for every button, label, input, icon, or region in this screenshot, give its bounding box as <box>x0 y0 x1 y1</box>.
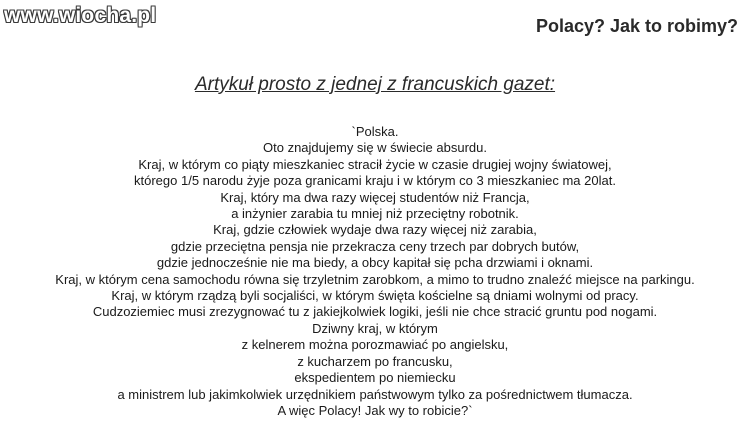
article-body <box>0 124 750 419</box>
article-line: z kucharzem po francusku, <box>297 353 453 369</box>
header-title: Polacy? Jak to robimy? <box>535 16 738 36</box>
article-line: a inżynier zarabia tu mniej niż przeciętny robotnik. <box>231 206 519 222</box>
article-line: Oto znajdujemy się w świecie absurdu. <box>263 140 487 156</box>
article-line: z kelnerem można porozmawiać po angielsku, <box>241 337 509 353</box>
article-line: którego 1/5 narodu żyje poza granicami kraju i w którym co 3 mieszkaniec ma 20lat. <box>134 173 616 189</box>
article-line: A więc Polacy! Jak wy to robicie?` <box>277 402 473 418</box>
watermark-logo: www.wiocha.pl <box>4 4 157 27</box>
article-line: Cudzoziemiec musi zrezygnować tu z jakiejkolwiek logiki, jeśli nie chce stracić gruntu pod nogami. <box>92 304 658 320</box>
article-line: Kraj, który ma dwa razy więcej studentów niż Francja, <box>220 189 530 205</box>
article-line: gdzie jednocześnie nie ma biedy, a obcy kapitał się pcha drzwiami i oknami. <box>156 255 594 271</box>
article-line: a ministrem lub jakimkolwiek urzędnikiem państwowym tylko za pośrednictwem tłumacza. <box>117 386 633 402</box>
article-line: Kraj, w którym co piąty mieszkaniec stracił życie w czasie drugiej wojny światowej, <box>138 156 612 172</box>
article-line: `Polska. <box>351 124 399 139</box>
article-line: Kraj, gdzie człowiek wydaje dwa razy więcej niż zarabia, <box>213 222 537 238</box>
article-line: Dziwny kraj, w którym <box>312 320 438 336</box>
article-line: Kraj, w którym rządzą byli socjaliści, w którym święta kościelne są dniami wolnymi od pracy. <box>111 288 639 304</box>
article-subtitle: Artykuł prosto z jednej z francuskich gazet: <box>194 74 556 95</box>
article-line: ekspedientem po niemiecku <box>294 370 456 386</box>
article-line: gdzie przeciętna pensja nie przekracza ceny trzech par dobrych butów, <box>170 238 580 254</box>
article-line: Kraj, w którym cena samochodu równa się trzyletnim zarobkom, a mimo to trudno znaleźć miejsce na parkingu. <box>55 271 695 287</box>
